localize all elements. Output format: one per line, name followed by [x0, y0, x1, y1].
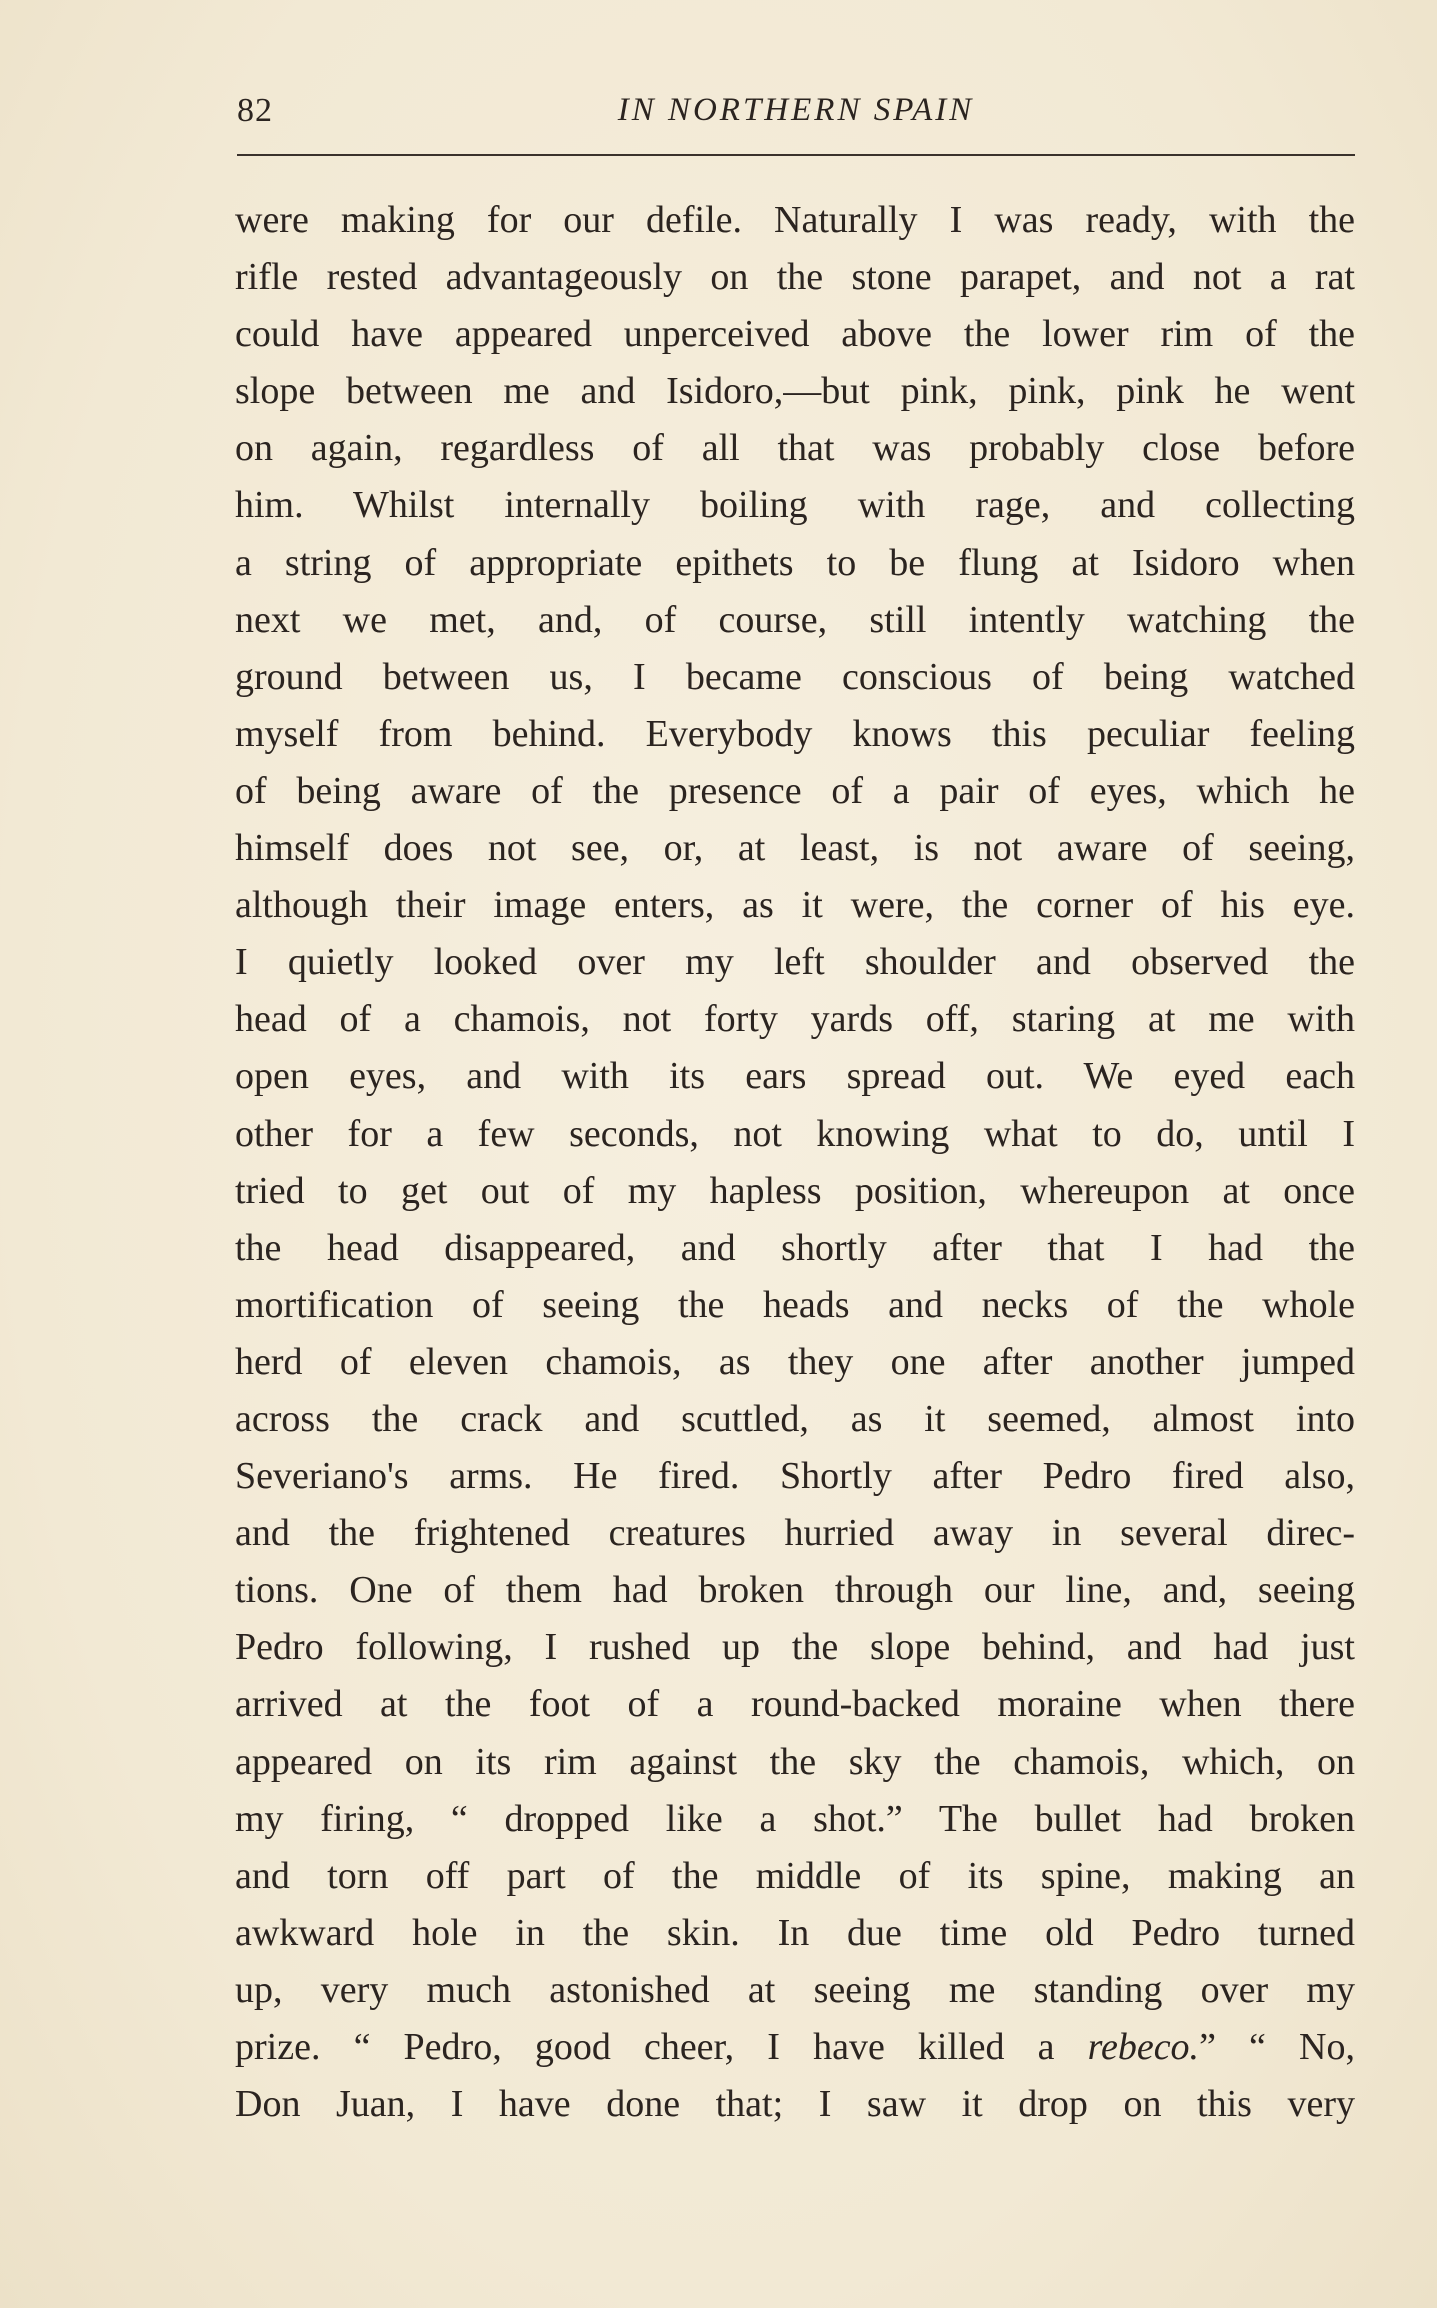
text-line: Severiano's arms. He fired. Shortly after Pedro fired also, — [235, 1455, 1355, 1498]
text-line: I quietly looked over my left shoulder and observed the — [235, 941, 1355, 984]
text-line: myself from behind. Everybody knows this peculiar feeling — [235, 712, 1355, 755]
header-rule — [237, 154, 1355, 156]
text-line: were making for our defile. Naturally I was ready, with the — [235, 199, 1355, 241]
running-title: IN NORTHERN SPAIN — [617, 92, 975, 128]
italic-word: rebeco. — [1087, 2026, 1200, 2068]
text-line: up, very much astonished at seeing me standing over my — [235, 1968, 1355, 2011]
running-head — [237, 82, 1355, 142]
text-line: although their image enters, as it were, the corner of his eye. — [235, 884, 1355, 927]
text-line: of being aware of the presence of a pair of eyes, which he — [235, 769, 1355, 812]
text-line: mortification of seeing the heads and necks of the whole — [235, 1283, 1355, 1326]
text-line: herd of eleven chamois, as they one after another jumped — [235, 1340, 1355, 1383]
text-line: and torn off part of the middle of its spine, making an — [235, 1854, 1355, 1897]
text-line: ground between us, I became conscious of being watched — [235, 655, 1355, 698]
text-line: tions. One of them had broken through our line, and, seeing — [235, 1569, 1355, 1612]
text-line: rifle rested advantageously on the stone parapet, and not a rat — [235, 256, 1355, 299]
text-line: across the crack and scuttled, as it seemed, almost into — [235, 1397, 1355, 1440]
line-segment: prize. “ Pedro, good cheer, I have killed a — [235, 2026, 1088, 2068]
text-line: Don Juan, I have done that; I saw it drop on this very — [235, 2083, 1355, 2126]
text-line: him. Whilst internally boiling with rage, and collecting — [235, 484, 1355, 527]
text-line: other for a few seconds, not knowing what to do, until I — [235, 1112, 1355, 1155]
text-line: Pedro following, I rushed up the slope behind, and had just — [235, 1626, 1355, 1669]
text-line: head of a chamois, not forty yards off, staring at me with — [235, 998, 1355, 1041]
body-text — [235, 192, 1355, 2133]
page-number: 82 — [237, 92, 273, 129]
text-line: the head disappeared, and shortly after that I had the — [235, 1226, 1355, 1269]
text-line: my firing, “ dropped like a shot.” The bullet had broken — [235, 1797, 1355, 1840]
text-line: open eyes, and with its ears spread out. We eyed each — [235, 1055, 1355, 1098]
text-line: could have appeared unperceived above the lower rim of the — [235, 313, 1355, 356]
text-line: slope between me and Isidoro,—but pink, pink, pink he went — [235, 370, 1355, 413]
text-line: on again, regardless of all that was probably close before — [235, 427, 1355, 470]
text-line: a string of appropriate epithets to be flung at Isidoro when — [235, 541, 1355, 584]
text-line: and the frightened creatures hurried away in several direc- — [235, 1512, 1355, 1555]
text-line: tried to get out of my hapless position, whereupon at once — [235, 1169, 1355, 1212]
line-segment: ” “ No, — [1199, 2026, 1355, 2068]
text-line: himself does not see, or, at least, is not aware of seeing, — [235, 827, 1355, 870]
text-line — [235, 2019, 1355, 2076]
text-line: arrived at the foot of a round-backed moraine when there — [235, 1683, 1355, 1726]
text-line: awkward hole in the skin. In due time old Pedro turned — [235, 1911, 1355, 1954]
text-line: appeared on its rim against the sky the chamois, which, on — [235, 1740, 1355, 1783]
text-line: next we met, and, of course, still intently watching the — [235, 598, 1355, 641]
